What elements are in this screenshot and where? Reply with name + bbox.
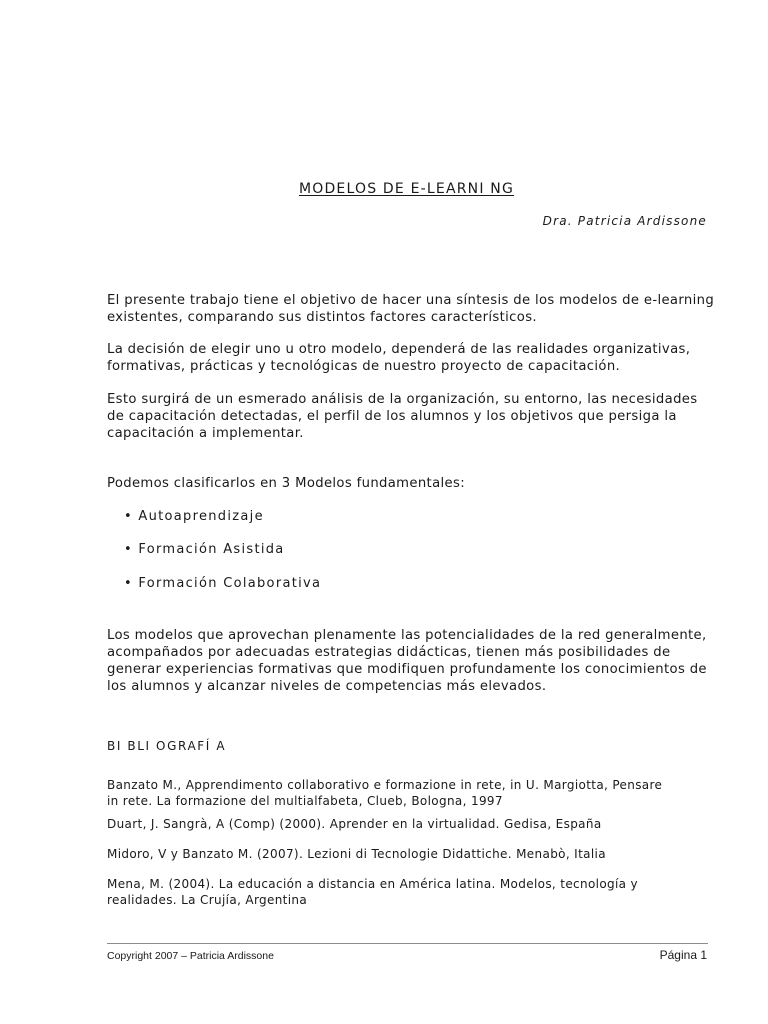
footer-divider [107, 943, 708, 944]
model-list-item: • Formación Colaborativa [124, 576, 322, 591]
page-number: Página 1 [659, 948, 707, 962]
document-title: MODELOS DE E-LEARNI NG [298, 181, 515, 197]
conclusion-paragraph: Los modelos que aprovechan plenamente las potencialidades de la red generalmente, acompañados por adecuadas estrategias didácticas, tienen más posibilidades de generar experiencias formativas que modifiquen profundamente los conocimientos de los alumnos y alcanzar niveles de competencias más elevados. [107, 628, 707, 694]
analysis-paragraph: Esto surgirá de un esmerado análisis de la organización, su entorno, las necesidades de capacitación detectadas, el perfil de los alumnos y los objetivos que persiga la capacitación a implementar. [107, 392, 698, 441]
intro-paragraph: El presente trabajo tiene el objetivo de hacer una síntesis de los modelos de e-learning existentes, comparando sus distintos factores característicos. [107, 293, 715, 325]
bibliography-entry: Midoro, V y Banzato M. (2007). Lezioni di Tecnologie Didattiche. Menabò, Italia [107, 847, 606, 861]
decision-paragraph: La decisión de elegir uno u otro modelo, dependerá de las realidades organizativas, formativas, prácticas y tecnológicas de nuestro proyecto de capacitación. [107, 342, 691, 374]
model-list-item: • Formación Asistida [124, 542, 285, 557]
model-list-item: • Autoaprendizaje [124, 509, 264, 524]
bibliography-heading: BI BLI OGRAFÍ A [107, 739, 227, 753]
bibliography-entry: Mena, M. (2004). La educación a distancia en América latina. Modelos, tecnología y realidades. La Crujía, Argentina [107, 877, 638, 907]
bibliography-entry: Duart, J. Sangrà, A (Comp) (2000). Aprender en la virtualidad. Gedisa, España [107, 817, 602, 831]
classification-intro: Podemos clasificarlos en 3 Modelos fundamentales: [107, 476, 465, 491]
footer-copyright: Copyright 2007 – Patricia Ardissone [107, 950, 274, 962]
document-author: Dra. Patricia Ardissone [542, 214, 707, 228]
bibliography-entry: Banzato M., Apprendimento collaborativo e formazione in rete, in U. Margiotta, Pensare in rete. La formazione del multialfabeta, Clueb, Bologna, 1997 [107, 778, 663, 808]
